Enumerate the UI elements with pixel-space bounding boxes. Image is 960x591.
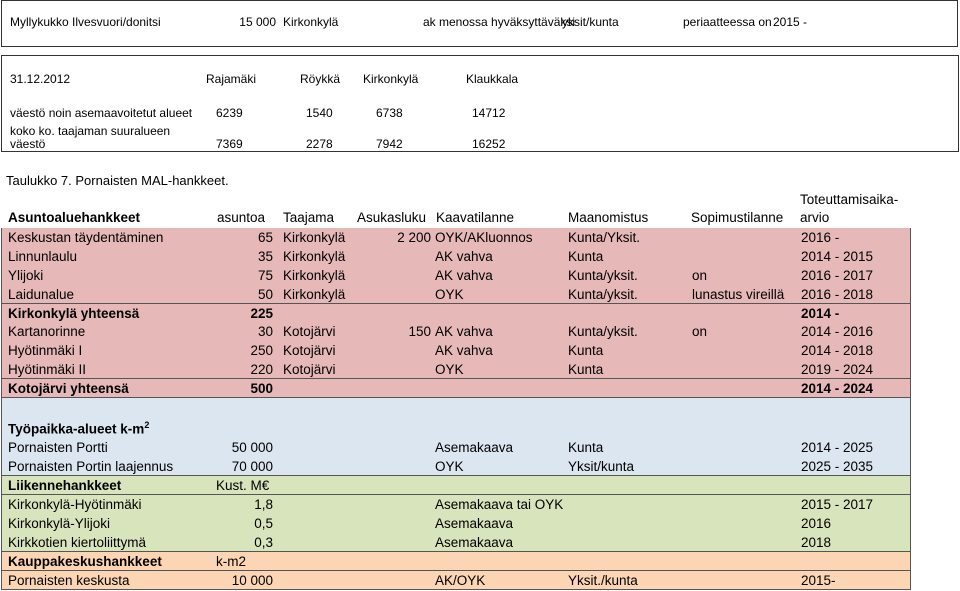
row-arvio: 2016 - [801,230,840,245]
row-sopimus: lunastus vireillä [692,287,785,302]
pop-row-b-label-2: väestö [10,137,46,151]
row-name: Hyötinmäki I [8,343,83,358]
traffic-unit: Kust. M€ [216,478,270,493]
table-caption: Taulukko 7. Pornaisten MAL-hankkeet. [6,173,229,188]
row-taajama: Kotojärvi [283,343,336,358]
row-asuntoa: 65 [257,230,273,245]
header-asuntoa: asuntoa [217,210,266,225]
row-arvio: 2015 - 2017 [801,497,874,512]
row-kaava: OYK [435,362,464,377]
table-row [1,438,911,457]
row-asukasluku: 2 200 [397,230,431,245]
row-taajama: Kirkonkylä [283,268,346,283]
header-maanomistus: Maanomistus [568,210,649,225]
row-name: Pornaisten Portti [8,440,108,455]
top-row-arvio: 2015 - [773,15,808,29]
row-arvio: 2019 - 2024 [801,362,874,377]
table-row [1,228,911,247]
workplace-header [8,420,149,437]
row-asuntoa: 75 [257,268,273,283]
pop-row-a-rajamaki: 6239 [216,106,243,120]
row-kaava: AK vahva [435,268,493,283]
row-name: Hyötinmäki II [8,362,87,377]
row-arvio: 2015- [801,573,836,588]
row-arvio: 2014 - 2015 [801,249,874,264]
row-asuntoa: 500 [250,381,273,396]
row-value: 1,8 [254,497,273,512]
row-kaava: OYK [435,459,464,474]
row-sopimus: on [692,324,708,339]
table-row [1,322,911,341]
workplace-header-text: Työpaikka-alueet k-m [8,421,145,437]
row-asuntoa: 250 [250,343,273,358]
table-bottom [1,589,911,590]
row-arvio: 2014 - 2016 [801,324,874,339]
pop-row-b-kirkonkyla: 7942 [376,137,403,151]
row-maa: Kunta [568,362,604,377]
row-name: Kirkkotien kiertoliittymä [8,535,147,550]
traffic-header: Liikennehankkeet [8,478,122,493]
table-row [1,571,911,590]
subtotal-row [1,379,911,398]
header-toteuttamisaika-2: arvio [800,210,830,225]
pop-row-a-label: väestö noin asemaavoitetut alueet [10,106,193,120]
header-sopimustilanne: Sopimustilanne [691,210,784,225]
row-maa: Kunta [568,440,604,455]
pop-row-b-klaukkala: 16252 [472,137,506,151]
top-row-maa: yksit/kunta [562,15,619,29]
row-name: Kartanorinne [8,324,86,339]
row-value: 0,5 [254,516,273,531]
row-name: Kirkonkylä-Hyötinmäki [8,497,142,512]
row-arvio: 2014 - [801,306,840,321]
table-row [1,266,911,285]
row-arvio: 2025 - 2035 [801,459,874,474]
table-left-border [1,228,2,590]
table-row [1,495,911,514]
top-row-value: 15 000 [239,15,276,29]
row-name: Linnunlaulu [8,249,78,264]
row-kaava: OYK [435,287,464,302]
retail-header-row [1,552,911,571]
row-name: Keskustan täydentäminen [8,230,164,245]
row-value: 10 000 [231,573,273,588]
workplace-spacer [1,398,911,416]
pop-header-roykka: Röykkä [300,72,341,86]
row-name: Kirkonkylä-Ylijoki [8,516,111,531]
row-maa: Yksit./kunta [568,573,638,588]
row-name: Kirkonkylä yhteensä [8,306,140,321]
row-taajama: Kotojärvi [283,324,336,339]
row-sopimus: on [692,268,708,283]
row-maa: Kunta [568,249,604,264]
table-row [1,341,911,360]
row-value: 0,3 [254,535,273,550]
row-kaava: AK/OYK [435,573,486,588]
workplace-header-sup: 2 [144,420,150,430]
row-maa: Kunta [568,343,604,358]
row-name: Kotojärvi yhteensä [8,381,129,396]
row-maa: Kunta/Yksit. [568,230,641,245]
pop-row-a-klaukkala: 14712 [472,106,506,120]
header-asukasluku: Asukasluku [357,210,427,225]
row-kaava: Asemakaava [435,535,514,550]
row-taajama: Kirkonkylä [283,230,346,245]
pop-header-klaukkala: Klaukkala [466,72,519,86]
table-row [1,514,911,533]
retail-unit: k-m2 [216,554,246,569]
row-asuntoa: 30 [257,324,273,339]
header-toteuttamisaika-1: Toteuttamisaika- [800,192,899,207]
row-taajama: Kotojärvi [283,362,336,377]
row-kaava: OYK/AKluonnos [435,230,533,245]
header-asuntoaluehankkeet: Asuntoaluehankkeet [8,210,141,225]
pop-row-b-label-1: koko ko. taajaman suuralueen [10,124,171,138]
pop-row-b-rajamaki: 7369 [216,137,243,151]
table-row [1,247,911,266]
row-maa: Kunta/yksit. [568,324,638,339]
row-arvio: 2014 - 2024 [801,381,874,396]
table-row [1,533,911,552]
pop-header-rajamaki: Rajamäki [206,72,257,86]
row-taajama: Kirkonkylä [283,287,346,302]
retail-header: Kauppakeskushankkeet [8,554,162,569]
row-arvio: 2014 - 2018 [801,343,874,358]
traffic-header-row [1,476,911,495]
pop-header-kirkonkyla: Kirkonkylä [363,72,419,86]
top-row-project: Myllykukko Ilvesvuori/donitsi [10,15,161,29]
table-row [1,457,911,476]
row-kaava: Asemakaava [435,440,514,455]
table-row [1,285,911,304]
header-kaavatilanne: Kaavatilanne [436,210,515,225]
row-value: 70 000 [231,459,273,474]
top-row-sopimus: periaatteessa on [683,15,772,29]
row-name: Pornaisten keskusta [8,573,130,588]
row-asuntoa: 50 [257,287,273,302]
row-arvio: 2014 - 2025 [801,440,874,455]
row-arvio: 2018 [801,535,832,550]
top-row-taajama: Kirkonkylä [283,15,339,29]
row-kaava: Asemakaava [435,516,514,531]
row-maa: Kunta/yksit. [568,287,638,302]
pop-row-b-roykka: 2278 [306,137,333,151]
subtotal-row [1,304,911,323]
row-arvio: 2016 - 2017 [801,268,874,283]
table-row [1,360,911,379]
row-asuntoa: 225 [250,306,273,321]
pop-header-date: 31.12.2012 [10,72,71,86]
row-arvio: 2016 - 2018 [801,287,874,302]
row-asuntoa: 220 [250,362,273,377]
workplace-header-row [1,416,911,438]
row-asukasluku: 150 [408,324,431,339]
row-value: 50 000 [231,440,273,455]
row-name: Pornaisten Portin laajennus [8,459,174,474]
row-name: Ylijoki [8,268,44,283]
row-kaava: Asemakaava tai OYK [435,497,564,512]
row-taajama: Kirkonkylä [283,249,346,264]
pop-row-a-roykka: 1540 [306,106,333,120]
row-kaava: AK vahva [435,343,493,358]
pop-row-a-kirkonkyla: 6738 [376,106,403,120]
table-right-border [910,228,911,590]
row-asuntoa: 35 [257,249,273,264]
row-kaava: AK vahva [435,249,493,264]
row-maa: Kunta/yksit. [568,268,638,283]
row-name: Laidunalue [8,287,75,302]
header-taajama: Taajama [283,210,335,225]
row-maa: Yksit/kunta [568,459,635,474]
row-kaava: AK vahva [435,324,493,339]
row-arvio: 2016 [801,516,832,531]
top-row-kaava: ak menossa hyväksyttäväksi [423,15,576,29]
